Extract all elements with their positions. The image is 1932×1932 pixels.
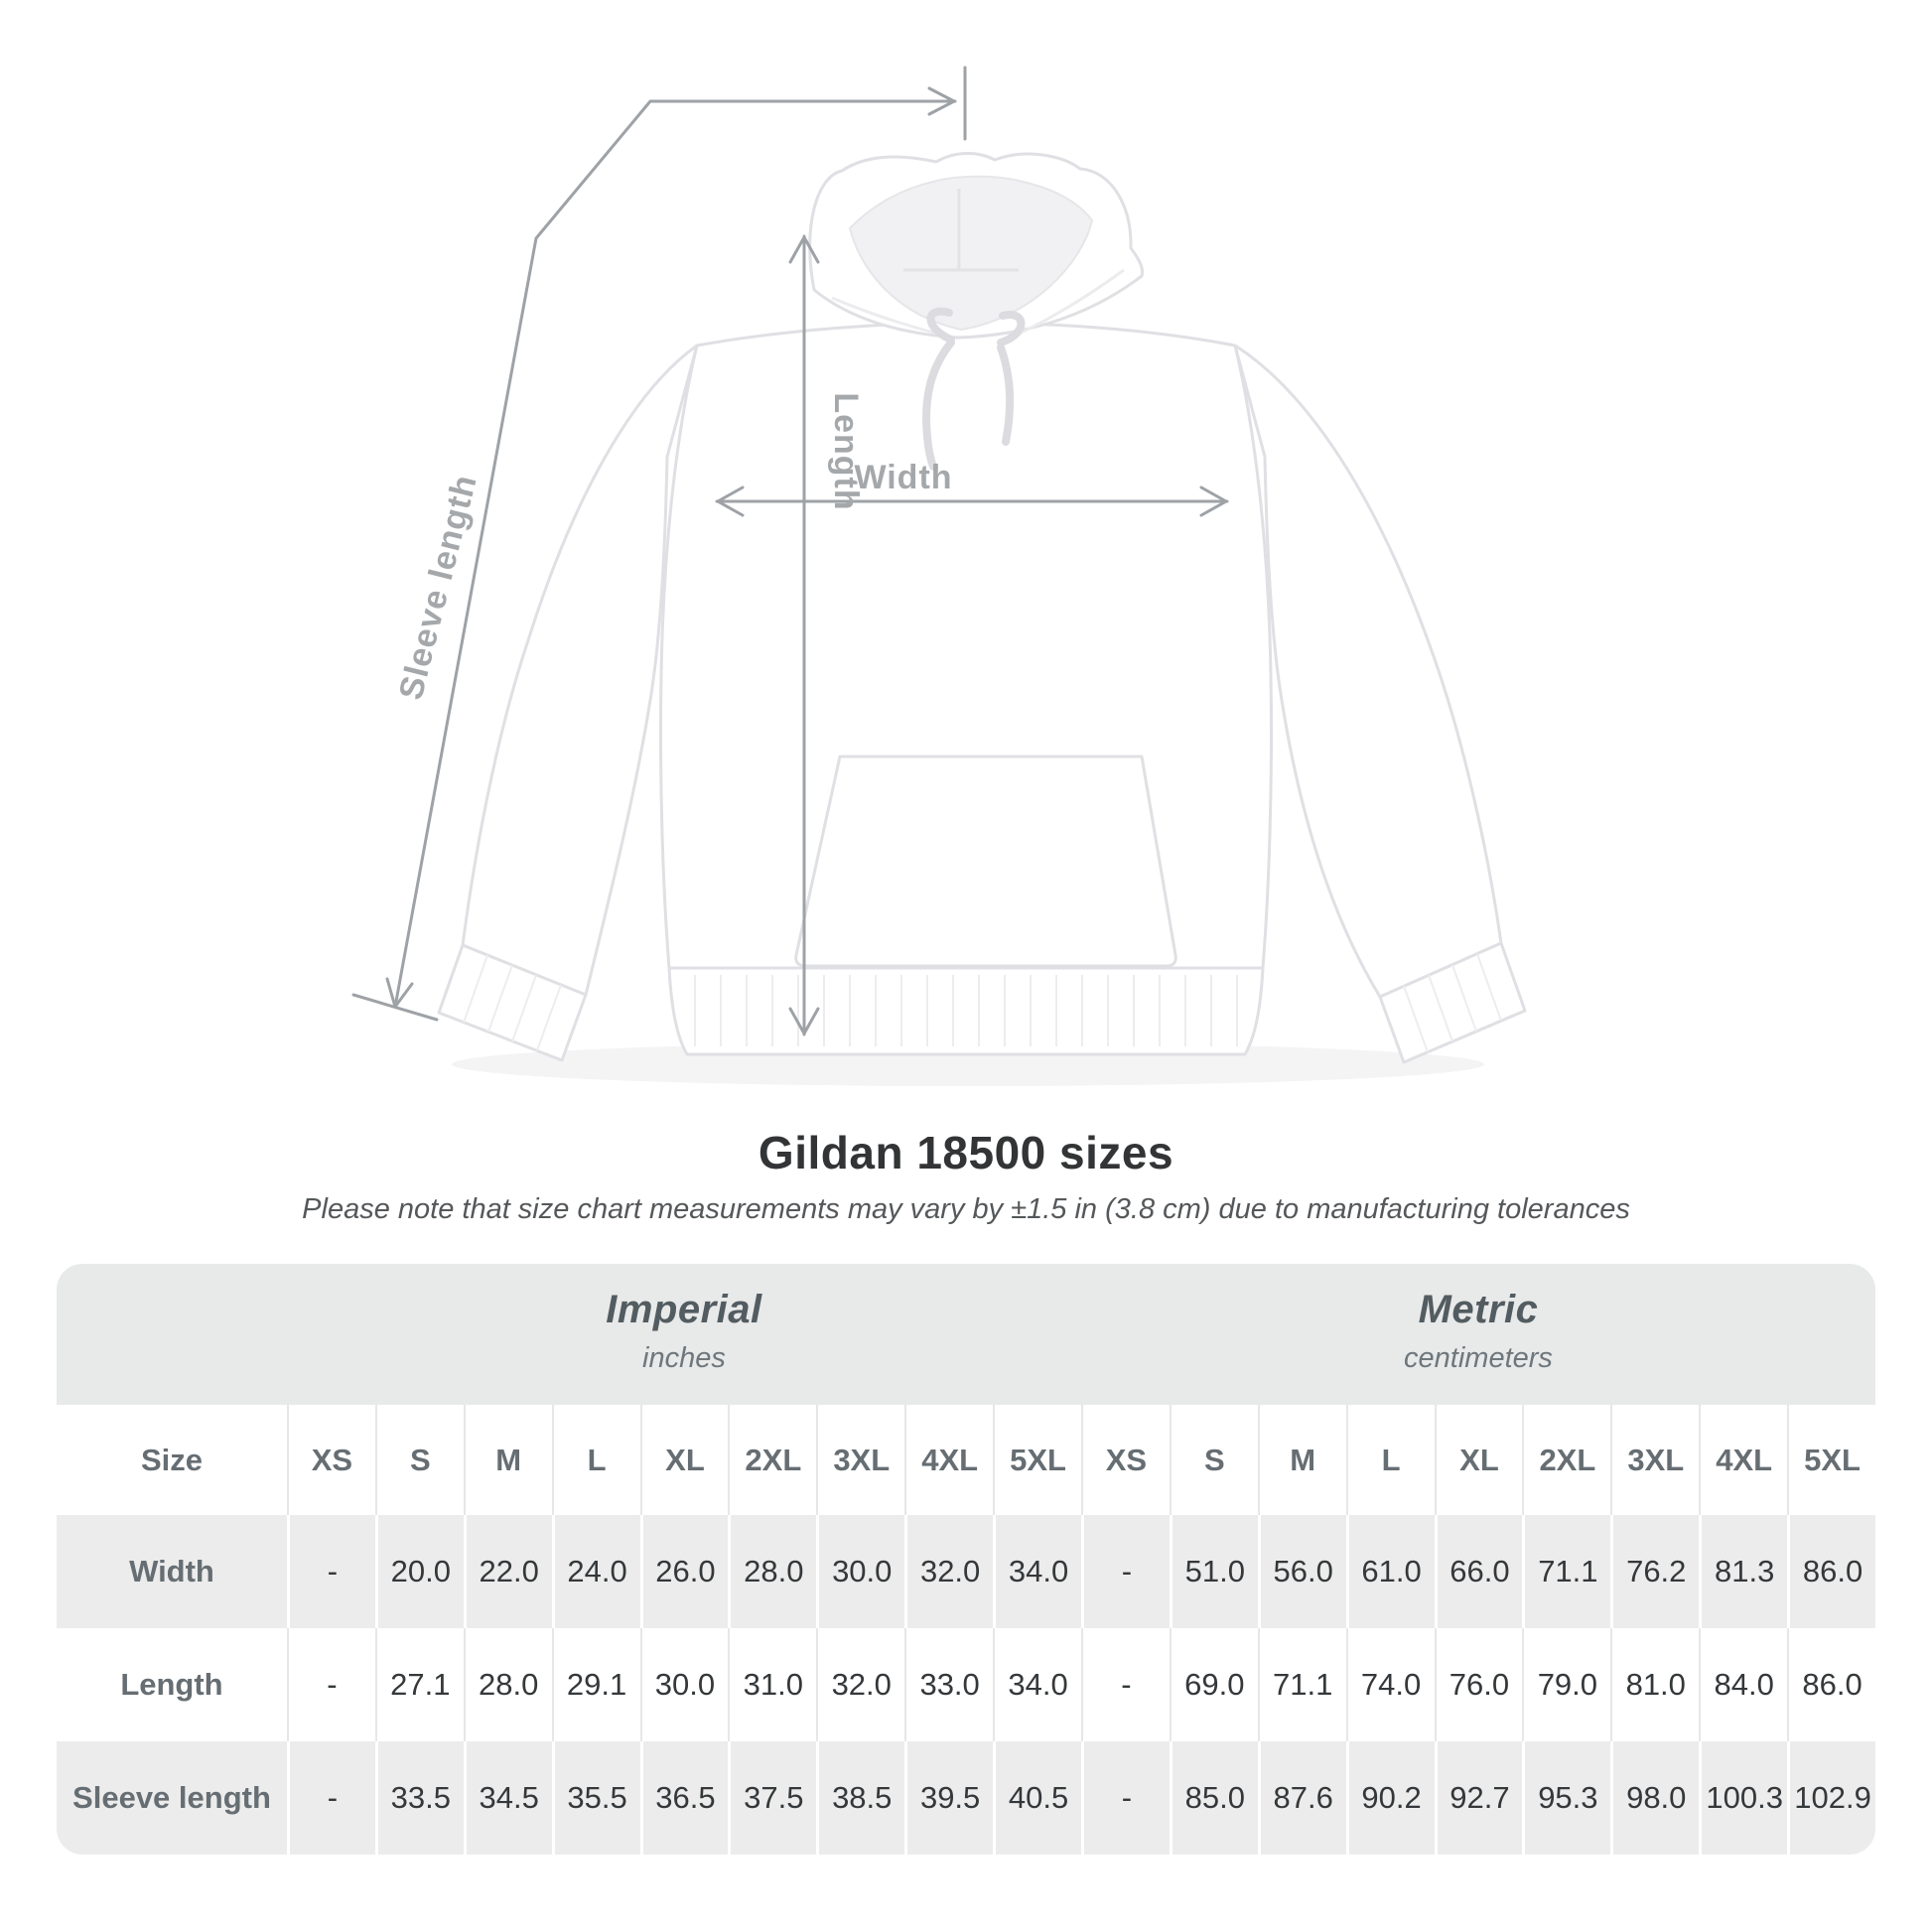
imperial-title: Imperial (606, 1288, 762, 1332)
row-label: Width (57, 1515, 287, 1628)
value-cell: 61.0 (1346, 1515, 1435, 1628)
tolerance-note: Please note that size chart measurements may vary by ±1.5 in (3.8 cm) due to manufacturing tolerances (302, 1193, 1630, 1226)
sleeve-length-label: Sleeve length (391, 471, 484, 704)
value-cell: 39.5 (904, 1741, 993, 1855)
value-cell: - (1081, 1515, 1170, 1628)
size-column-header: XL (1435, 1405, 1523, 1515)
value-cell: 81.0 (1610, 1628, 1699, 1741)
value-cell: - (287, 1741, 375, 1855)
size-column-header: Size (57, 1405, 287, 1515)
value-cell: 40.5 (993, 1741, 1081, 1855)
size-column-header: 3XL (816, 1405, 904, 1515)
value-cell: 95.3 (1522, 1741, 1610, 1855)
value-cell: 79.0 (1522, 1628, 1610, 1741)
value-cell: 98.0 (1610, 1741, 1699, 1855)
value-cell: 87.6 (1258, 1741, 1346, 1855)
value-cell: - (1081, 1741, 1170, 1855)
value-cell: 37.5 (728, 1741, 816, 1855)
size-column-header: M (1258, 1405, 1346, 1515)
table-row (57, 1741, 1875, 1855)
value-cell: 32.0 (816, 1628, 904, 1741)
value-cell: 38.5 (816, 1741, 904, 1855)
value-cell: 85.0 (1170, 1741, 1258, 1855)
value-cell: 30.0 (640, 1628, 729, 1741)
size-column-header: 4XL (1699, 1405, 1787, 1515)
size-column-header: 4XL (904, 1405, 993, 1515)
value-cell: 27.1 (375, 1628, 464, 1741)
value-cell: 35.5 (552, 1741, 640, 1855)
value-cell: 90.2 (1346, 1741, 1435, 1855)
size-column-header: 5XL (1787, 1405, 1875, 1515)
metric-subtitle: centimeters (1404, 1342, 1553, 1375)
row-label: Sleeve length (57, 1741, 287, 1855)
value-cell: 20.0 (375, 1515, 464, 1628)
value-cell: 30.0 (816, 1515, 904, 1628)
value-cell: 34.5 (464, 1741, 552, 1855)
value-cell: 33.5 (375, 1741, 464, 1855)
band-corner (57, 1264, 287, 1405)
value-cell: 86.0 (1787, 1628, 1875, 1741)
value-cell: 24.0 (552, 1515, 640, 1628)
value-cell: 34.0 (993, 1628, 1081, 1741)
value-cell: 22.0 (464, 1515, 552, 1628)
page-title: Gildan 18500 sizes (758, 1127, 1174, 1178)
value-cell: 71.1 (1522, 1515, 1610, 1628)
size-column-header: 2XL (1522, 1405, 1610, 1515)
value-cell: 76.0 (1435, 1628, 1523, 1741)
width-label: Width (854, 459, 953, 496)
value-cell: 69.0 (1170, 1628, 1258, 1741)
size-column-header: XS (287, 1405, 375, 1515)
value-cell: 51.0 (1170, 1515, 1258, 1628)
value-cell: 31.0 (728, 1628, 816, 1741)
size-column-header: 2XL (728, 1405, 816, 1515)
table-row (57, 1628, 1875, 1741)
table-row (57, 1515, 1875, 1628)
value-cell: 86.0 (1787, 1515, 1875, 1628)
value-cell: - (287, 1628, 375, 1741)
right-sleeve (1235, 345, 1501, 997)
value-cell: 76.2 (1610, 1515, 1699, 1628)
value-cell: 28.0 (464, 1628, 552, 1741)
value-cell: 84.0 (1699, 1628, 1787, 1741)
value-cell: 33.0 (904, 1628, 993, 1741)
kangaroo-pocket (796, 757, 1176, 966)
value-cell: 71.1 (1258, 1628, 1346, 1741)
row-label: Length (57, 1628, 287, 1741)
value-cell: 32.0 (904, 1515, 993, 1628)
value-cell: 34.0 (993, 1515, 1081, 1628)
value-cell: 100.3 (1699, 1741, 1787, 1855)
value-cell: 26.0 (640, 1515, 729, 1628)
imperial-subtitle: inches (642, 1342, 726, 1375)
value-cell: - (1081, 1628, 1170, 1741)
size-column-header: L (552, 1405, 640, 1515)
size-table-body (57, 1264, 1875, 1855)
hem-band (669, 968, 1263, 1054)
size-column-header: 5XL (993, 1405, 1081, 1515)
value-cell: 74.0 (1346, 1628, 1435, 1741)
value-cell: - (287, 1515, 375, 1628)
metric-title: Metric (1418, 1288, 1539, 1332)
size-column-header: XS (1081, 1405, 1170, 1515)
size-column-header: S (375, 1405, 464, 1515)
value-cell: 36.5 (640, 1741, 729, 1855)
size-table (57, 1264, 1875, 1855)
size-header-row (57, 1405, 1875, 1515)
value-cell: 92.7 (1435, 1741, 1523, 1855)
value-cell: 66.0 (1435, 1515, 1523, 1628)
value-cell: 56.0 (1258, 1515, 1346, 1628)
imperial-group-header (287, 1264, 1081, 1405)
unit-group-row (57, 1264, 1875, 1405)
length-label: Length (827, 392, 865, 511)
size-column-header: M (464, 1405, 552, 1515)
size-column-header: 3XL (1610, 1405, 1699, 1515)
value-cell: 81.3 (1699, 1515, 1787, 1628)
value-cell: 29.1 (552, 1628, 640, 1741)
metric-group-header (1081, 1264, 1875, 1405)
size-column-header: S (1170, 1405, 1258, 1515)
size-column-header: XL (640, 1405, 729, 1515)
size-column-header: L (1346, 1405, 1435, 1515)
value-cell: 102.9 (1787, 1741, 1875, 1855)
value-cell: 28.0 (728, 1515, 816, 1628)
